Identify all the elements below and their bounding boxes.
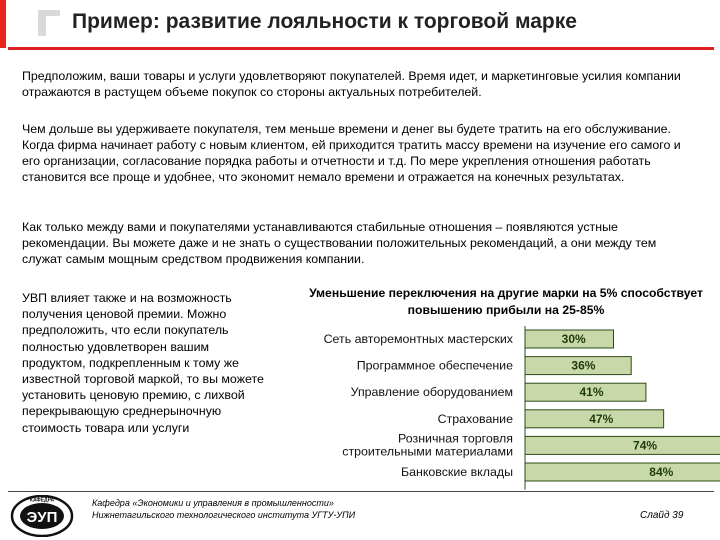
category-label-4: Страхование [437,411,513,426]
data-label-4: 47% [589,411,614,426]
category-label-5: Розничная торговля строительными материалами [342,431,513,459]
data-label-5: 74% [633,438,658,453]
slide-number: Слайд 39 [640,510,684,521]
footer-line-1: Кафедра «Экономики и управления в промышленности» [92,498,334,508]
footer-text [92,497,355,521]
paragraph-1: Предположим, ваши товары и услуги удовлетворяют покупателей. Время идет, и маркетинговые усилия компании отражаются в растущем объеме покупок со стороны актуальных потребителей. [22,69,681,99]
price-premium-text: УВП влияет также и на возможность получения ценовой премии. Можно предположить, что если покупатель полностью удовлетворен вашим продуктом, подкрепленным к тому же известной торговой маркой, то вы можете установить ценовую премию, с лихвой перекрывающую среднерыночную стоимость товара или услуги [22,291,264,435]
data-label-6: 84% [649,465,674,479]
category-label-3: Управление оборудованием [350,385,513,400]
paragraph-3: Как только между вами и покупателями устанавливаются стабильные отношения – появляются устные рекомендации. Вы можете даже и не знать о существовании положительных рекомендаций, а они между тем служат самым мощным средством продвижения компании. [22,220,657,266]
category-label-2: Программное обеспечение [356,358,513,373]
footer-divider [8,491,714,492]
data-label-2: 36% [571,358,596,373]
svg-text:ЭУП: ЭУП [26,509,58,526]
footer-line-2: Нижнетагильского технологического института УГТУ-УПИ [92,510,356,520]
data-label-1: 30% [561,332,586,346]
chart-title: Уменьшение переключения на другие марки на 5% способствует повышению прибыли на 25-85% [309,286,703,317]
bar-5 [525,436,720,454]
department-logo [10,495,74,537]
slide-title: Пример: развитие лояльности к торговой марке [72,10,577,33]
paragraph-2: Чем дольше вы удерживаете покупателя, тем меньше времени и денег вы будете тратить на его обслуживание. Когда фирма начинает работу с новым клиентом, ей приходится тратить массу времени на изучение его самого и его организации, согласование порядка работы и отчетности и т.д. По мере укрепления отношения работать становится все проще и удобнее, что экономит немало времени и отражается на конечных результатах. [22,122,681,184]
svg-text:КАФЕДРА: КАФЕДРА [29,497,55,504]
data-label-3: 41% [579,385,604,400]
category-label-1: Сеть авторемонтных мастерских [323,332,513,346]
category-label-6: Банковские вклады [400,465,513,479]
bar-6 [525,463,720,481]
